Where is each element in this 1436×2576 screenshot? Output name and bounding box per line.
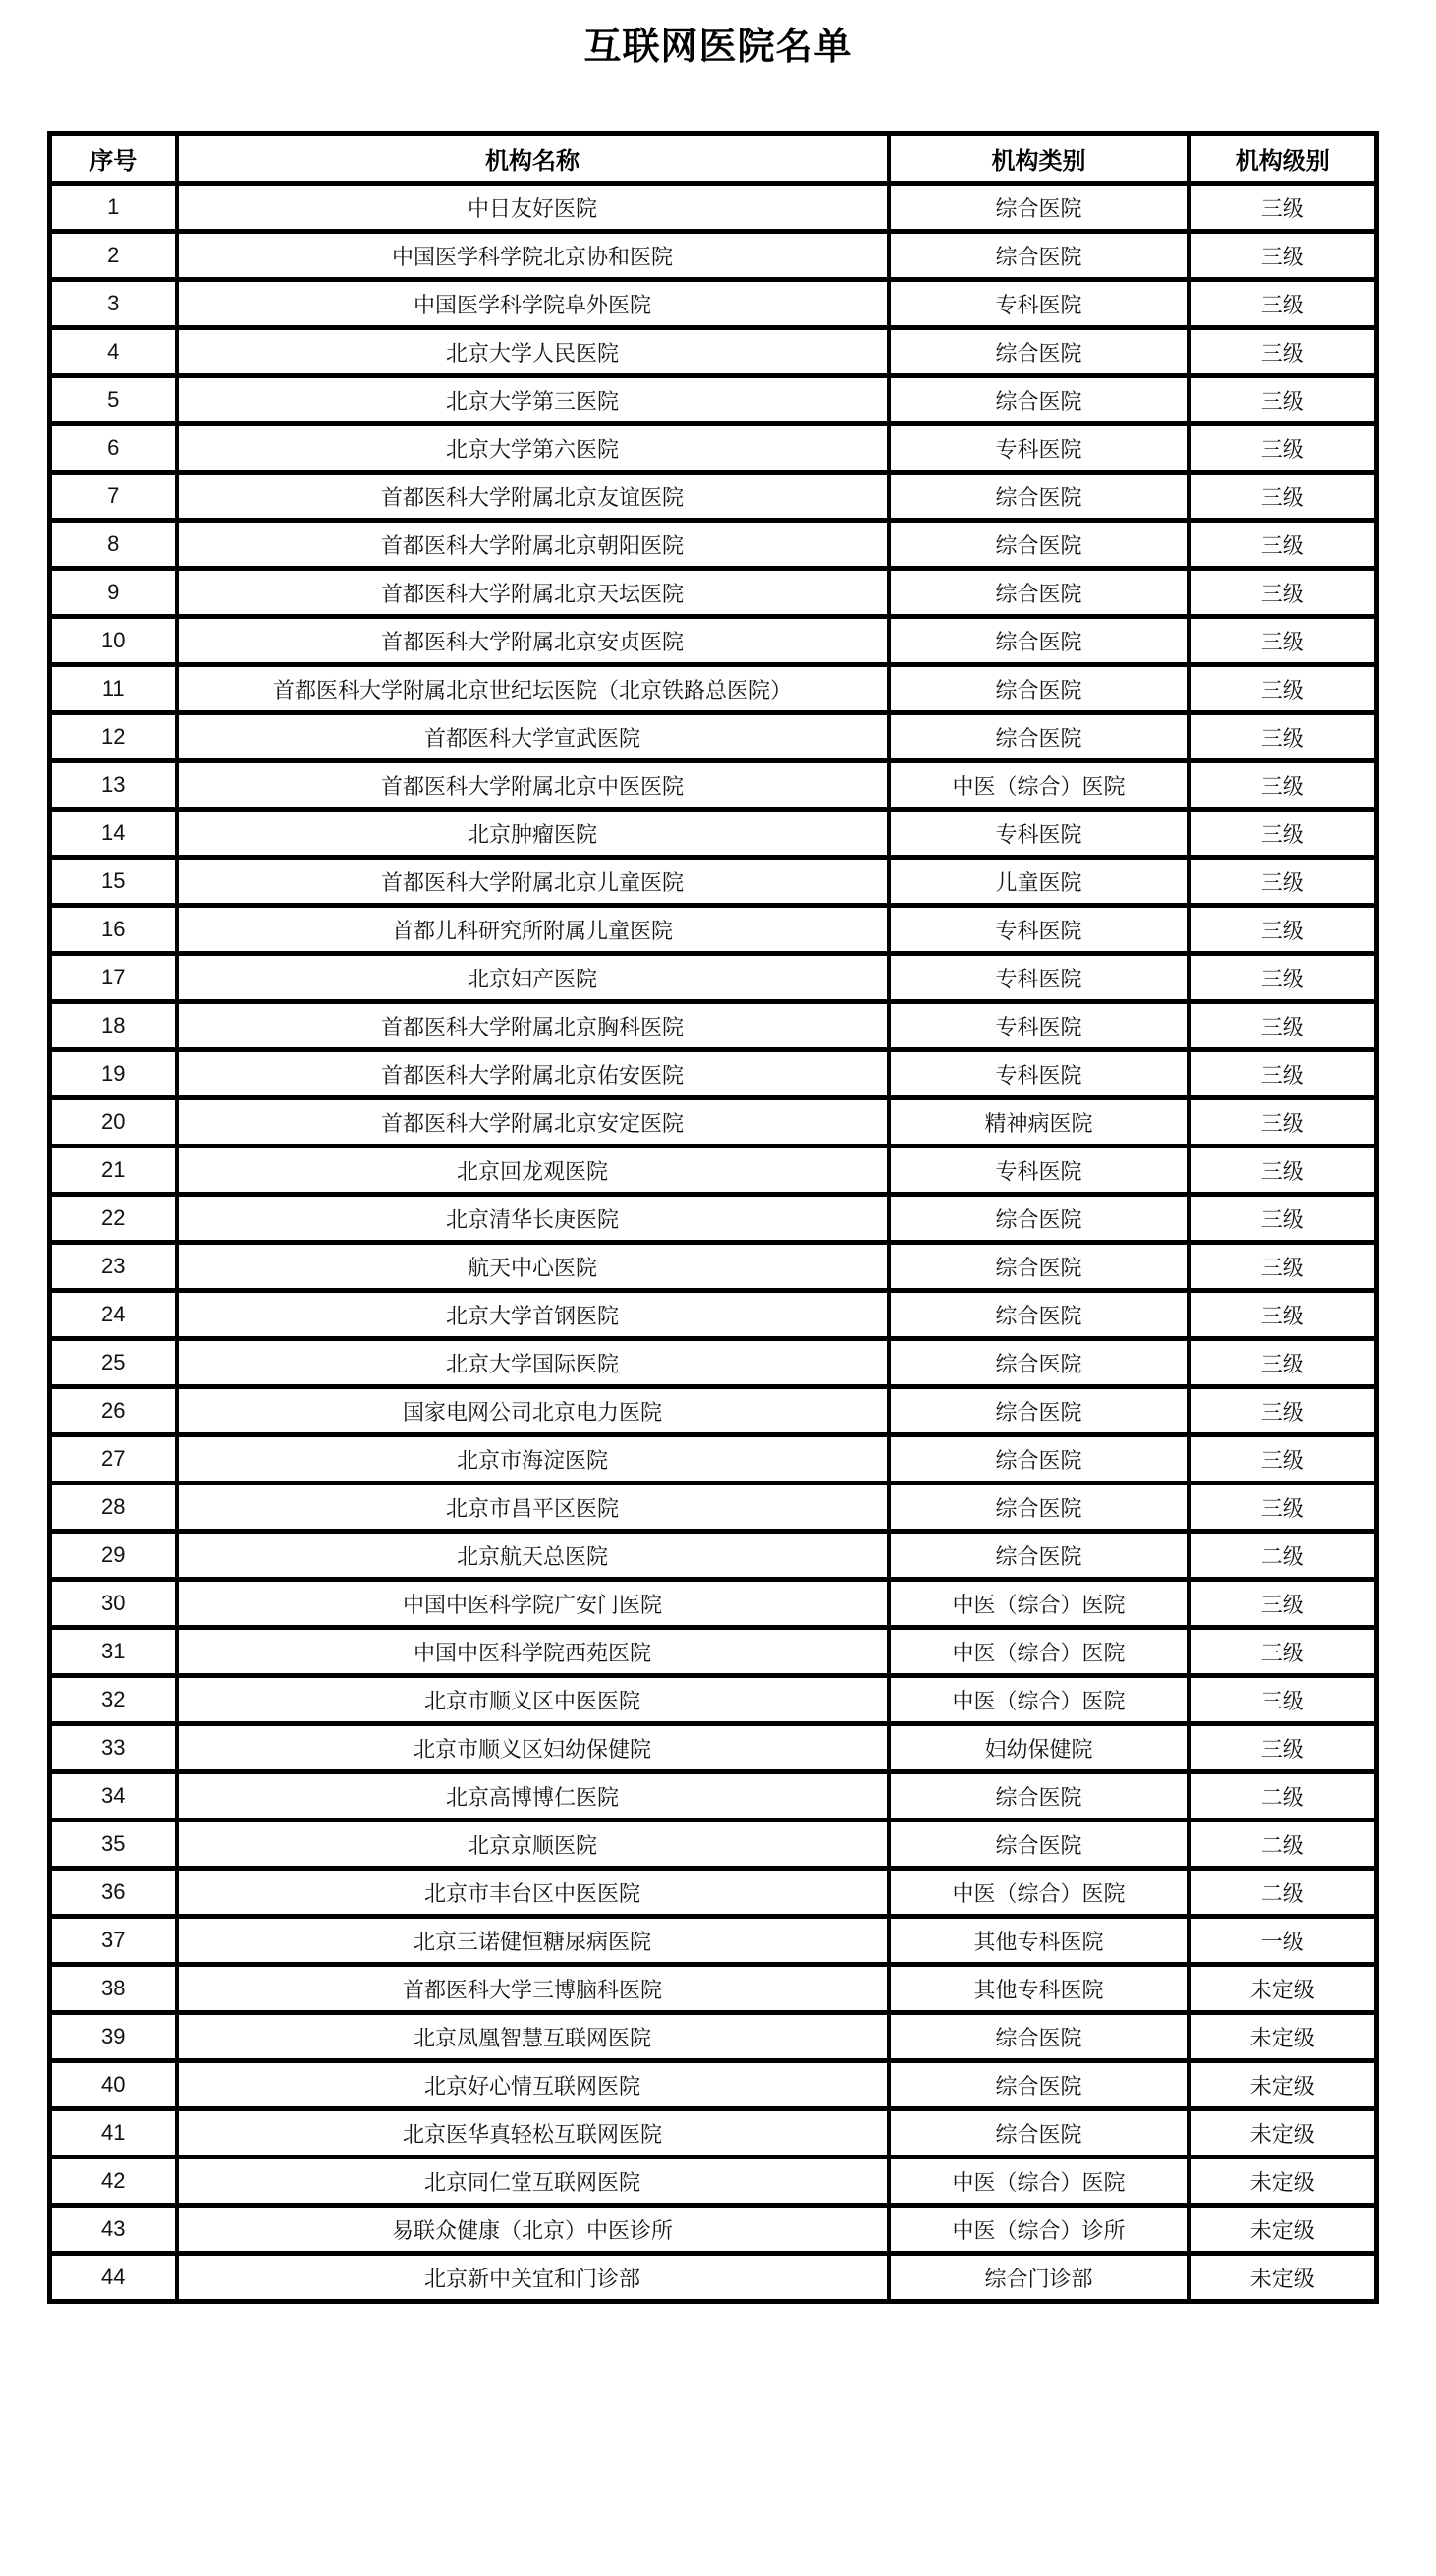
- cell-name: 北京市昌平区医院: [177, 1484, 889, 1532]
- table-row: [50, 1965, 1377, 2013]
- cell-index: 35: [50, 1820, 177, 1869]
- cell-index: 34: [50, 1772, 177, 1820]
- cell-category: 中医（综合）医院: [889, 1580, 1189, 1628]
- cell-level: 二级: [1189, 1532, 1377, 1580]
- cell-category: 其他专科医院: [889, 1917, 1189, 1965]
- table-row: [50, 184, 1377, 232]
- table-row: [50, 2157, 1377, 2206]
- cell-name: 北京大学首钢医院: [177, 1291, 889, 1339]
- cell-category: 专科医院: [889, 810, 1189, 858]
- cell-level: 三级: [1189, 713, 1377, 761]
- cell-index: 40: [50, 2061, 177, 2109]
- cell-category: 综合医院: [889, 1820, 1189, 1869]
- cell-category: 综合医院: [889, 665, 1189, 713]
- cell-name: 北京凤凰智慧互联网医院: [177, 2013, 889, 2061]
- cell-level: 三级: [1189, 1339, 1377, 1387]
- table-row: [50, 1002, 1377, 1050]
- table-row: [50, 1050, 1377, 1098]
- table-row: [50, 1820, 1377, 1869]
- cell-name: 北京新中关宜和门诊部: [177, 2254, 889, 2302]
- cell-index: 3: [50, 280, 177, 328]
- table-row: [50, 761, 1377, 810]
- cell-level: 三级: [1189, 569, 1377, 617]
- cell-level: 一级: [1189, 1917, 1377, 1965]
- cell-name: 首都医科大学三博脑科医院: [177, 1965, 889, 2013]
- cell-name: 中国医学科学院北京协和医院: [177, 232, 889, 280]
- cell-name: 中国医学科学院阜外医院: [177, 280, 889, 328]
- cell-level: 三级: [1189, 1147, 1377, 1195]
- cell-index: 37: [50, 1917, 177, 1965]
- cell-level: 三级: [1189, 1291, 1377, 1339]
- table-row: [50, 2109, 1377, 2157]
- cell-category: 中医（综合）医院: [889, 1628, 1189, 1676]
- cell-name: 首都医科大学附属北京朝阳医院: [177, 521, 889, 569]
- cell-name: 北京三诺健恒糖尿病医院: [177, 1917, 889, 1965]
- cell-index: 7: [50, 473, 177, 521]
- table-row: [50, 2013, 1377, 2061]
- cell-name: 国家电网公司北京电力医院: [177, 1387, 889, 1435]
- cell-index: 12: [50, 713, 177, 761]
- cell-category: 综合医院: [889, 232, 1189, 280]
- cell-index: 6: [50, 424, 177, 473]
- cell-category: 综合医院: [889, 1291, 1189, 1339]
- cell-level: 三级: [1189, 1002, 1377, 1050]
- cell-level: 未定级: [1189, 2206, 1377, 2254]
- cell-name: 北京同仁堂互联网医院: [177, 2157, 889, 2206]
- cell-name: 中日友好医院: [177, 184, 889, 232]
- table-row: [50, 713, 1377, 761]
- cell-name: 北京大学第三医院: [177, 376, 889, 424]
- cell-level: 三级: [1189, 617, 1377, 665]
- cell-level: 未定级: [1189, 2157, 1377, 2206]
- cell-name: 北京妇产医院: [177, 954, 889, 1002]
- col-header-index: 序号: [50, 134, 177, 184]
- cell-index: 44: [50, 2254, 177, 2302]
- cell-name: 北京市海淀医院: [177, 1435, 889, 1484]
- table-row: [50, 1291, 1377, 1339]
- table-row: [50, 2206, 1377, 2254]
- cell-name: 易联众健康（北京）中医诊所: [177, 2206, 889, 2254]
- cell-level: 三级: [1189, 954, 1377, 1002]
- col-header-name: 机构名称: [177, 134, 889, 184]
- table-row: [50, 617, 1377, 665]
- table-row: [50, 1869, 1377, 1917]
- table-row: [50, 1580, 1377, 1628]
- table-row: [50, 1147, 1377, 1195]
- cell-name: 首都儿科研究所附属儿童医院: [177, 906, 889, 954]
- cell-name: 首都医科大学附属北京佑安医院: [177, 1050, 889, 1098]
- table-row: [50, 1098, 1377, 1147]
- cell-category: 综合医院: [889, 376, 1189, 424]
- cell-category: 综合医院: [889, 1484, 1189, 1532]
- table-row: [50, 232, 1377, 280]
- cell-level: 三级: [1189, 1676, 1377, 1724]
- table-row: [50, 328, 1377, 376]
- cell-level: 三级: [1189, 521, 1377, 569]
- cell-index: 26: [50, 1387, 177, 1435]
- cell-level: 三级: [1189, 1628, 1377, 1676]
- table-row: [50, 521, 1377, 569]
- cell-level: 三级: [1189, 810, 1377, 858]
- cell-name: 北京市丰台区中医医院: [177, 1869, 889, 1917]
- col-header-category: 机构类别: [889, 134, 1189, 184]
- cell-name: 北京清华长庚医院: [177, 1195, 889, 1243]
- cell-category: 专科医院: [889, 954, 1189, 1002]
- cell-level: 三级: [1189, 1484, 1377, 1532]
- cell-level: 二级: [1189, 1869, 1377, 1917]
- table-row: [50, 906, 1377, 954]
- cell-name: 北京医华真轻松互联网医院: [177, 2109, 889, 2157]
- cell-name: 北京大学人民医院: [177, 328, 889, 376]
- table-body: [50, 184, 1377, 2302]
- cell-level: 二级: [1189, 1772, 1377, 1820]
- cell-name: 北京航天总医院: [177, 1532, 889, 1580]
- cell-level: 三级: [1189, 1724, 1377, 1772]
- cell-category: 综合医院: [889, 2061, 1189, 2109]
- cell-level: 三级: [1189, 858, 1377, 906]
- cell-index: 39: [50, 2013, 177, 2061]
- cell-index: 25: [50, 1339, 177, 1387]
- cell-index: 24: [50, 1291, 177, 1339]
- cell-category: 综合医院: [889, 328, 1189, 376]
- cell-level: 未定级: [1189, 1965, 1377, 2013]
- cell-level: 未定级: [1189, 2061, 1377, 2109]
- cell-category: 综合医院: [889, 1243, 1189, 1291]
- cell-level: 三级: [1189, 1387, 1377, 1435]
- cell-category: 综合医院: [889, 521, 1189, 569]
- cell-index: 16: [50, 906, 177, 954]
- cell-category: 专科医院: [889, 1050, 1189, 1098]
- cell-category: 儿童医院: [889, 858, 1189, 906]
- cell-name: 北京回龙观医院: [177, 1147, 889, 1195]
- cell-category: 专科医院: [889, 424, 1189, 473]
- cell-name: 首都医科大学附属北京儿童医院: [177, 858, 889, 906]
- cell-index: 18: [50, 1002, 177, 1050]
- cell-index: 42: [50, 2157, 177, 2206]
- cell-name: 北京肿瘤医院: [177, 810, 889, 858]
- cell-category: 综合门诊部: [889, 2254, 1189, 2302]
- table-row: [50, 1484, 1377, 1532]
- page-title: 互联网医院名单: [583, 27, 853, 68]
- cell-name: 首都医科大学附属北京安贞医院: [177, 617, 889, 665]
- cell-category: 中医（综合）医院: [889, 1676, 1189, 1724]
- table-row: [50, 1724, 1377, 1772]
- cell-category: 综合医院: [889, 1435, 1189, 1484]
- cell-level: 未定级: [1189, 2109, 1377, 2157]
- cell-index: 11: [50, 665, 177, 713]
- cell-index: 9: [50, 569, 177, 617]
- cell-category: 妇幼保健院: [889, 1724, 1189, 1772]
- header-row: [50, 134, 1377, 184]
- cell-level: 三级: [1189, 1580, 1377, 1628]
- cell-index: 33: [50, 1724, 177, 1772]
- cell-category: 综合医院: [889, 184, 1189, 232]
- cell-name: 北京市顺义区中医医院: [177, 1676, 889, 1724]
- cell-category: 综合医院: [889, 2013, 1189, 2061]
- cell-level: 未定级: [1189, 2254, 1377, 2302]
- cell-index: 8: [50, 521, 177, 569]
- table-row: [50, 569, 1377, 617]
- table-row: [50, 424, 1377, 473]
- cell-index: 43: [50, 2206, 177, 2254]
- cell-level: 未定级: [1189, 2013, 1377, 2061]
- cell-name: 北京高博博仁医院: [177, 1772, 889, 1820]
- cell-index: 10: [50, 617, 177, 665]
- cell-name: 北京市顺义区妇幼保健院: [177, 1724, 889, 1772]
- table-row: [50, 858, 1377, 906]
- cell-level: 三级: [1189, 376, 1377, 424]
- table-row: [50, 1676, 1377, 1724]
- cell-category: 综合医院: [889, 713, 1189, 761]
- table-row: [50, 1772, 1377, 1820]
- cell-name: 中国中医科学院西苑医院: [177, 1628, 889, 1676]
- cell-level: 三级: [1189, 328, 1377, 376]
- cell-category: 综合医院: [889, 569, 1189, 617]
- cell-index: 29: [50, 1532, 177, 1580]
- cell-index: 21: [50, 1147, 177, 1195]
- cell-name: 首都医科大学附属北京天坛医院: [177, 569, 889, 617]
- cell-index: 17: [50, 954, 177, 1002]
- cell-index: 23: [50, 1243, 177, 1291]
- cell-name: 航天中心医院: [177, 1243, 889, 1291]
- cell-index: 2: [50, 232, 177, 280]
- table-row: [50, 473, 1377, 521]
- table-row: [50, 280, 1377, 328]
- cell-index: 30: [50, 1580, 177, 1628]
- cell-name: 北京大学第六医院: [177, 424, 889, 473]
- table-row: [50, 1628, 1377, 1676]
- table-row: [50, 2254, 1377, 2302]
- table-row: [50, 1339, 1377, 1387]
- cell-name: 首都医科大学附属北京中医医院: [177, 761, 889, 810]
- table-row: [50, 810, 1377, 858]
- table-row: [50, 1243, 1377, 1291]
- cell-index: 36: [50, 1869, 177, 1917]
- cell-name: 北京大学国际医院: [177, 1339, 889, 1387]
- cell-name: 北京京顺医院: [177, 1820, 889, 1869]
- table-row: [50, 1917, 1377, 1965]
- cell-category: 综合医院: [889, 1339, 1189, 1387]
- cell-category: 中医（综合）诊所: [889, 2206, 1189, 2254]
- cell-category: 精神病医院: [889, 1098, 1189, 1147]
- cell-level: 二级: [1189, 1820, 1377, 1869]
- cell-level: 三级: [1189, 761, 1377, 810]
- cell-category: 中医（综合）医院: [889, 2157, 1189, 2206]
- cell-category: 综合医院: [889, 2109, 1189, 2157]
- cell-index: 15: [50, 858, 177, 906]
- cell-category: 专科医院: [889, 280, 1189, 328]
- cell-index: 41: [50, 2109, 177, 2157]
- cell-name: 中国中医科学院广安门医院: [177, 1580, 889, 1628]
- cell-level: 三级: [1189, 473, 1377, 521]
- cell-category: 中医（综合）医院: [889, 761, 1189, 810]
- table-row: [50, 1532, 1377, 1580]
- cell-category: 综合医院: [889, 1772, 1189, 1820]
- cell-index: 14: [50, 810, 177, 858]
- table-row: [50, 954, 1377, 1002]
- cell-level: 三级: [1189, 1050, 1377, 1098]
- cell-category: 综合医院: [889, 1387, 1189, 1435]
- table-header: [50, 134, 1377, 184]
- cell-level: 三级: [1189, 232, 1377, 280]
- cell-name: 北京好心情互联网医院: [177, 2061, 889, 2109]
- cell-category: 中医（综合）医院: [889, 1869, 1189, 1917]
- cell-index: 27: [50, 1435, 177, 1484]
- table-row: [50, 1435, 1377, 1484]
- table-row: [50, 376, 1377, 424]
- cell-category: 专科医院: [889, 1002, 1189, 1050]
- cell-index: 1: [50, 184, 177, 232]
- cell-category: 专科医院: [889, 906, 1189, 954]
- cell-level: 三级: [1189, 280, 1377, 328]
- cell-level: 三级: [1189, 424, 1377, 473]
- table-row: [50, 665, 1377, 713]
- cell-level: 三级: [1189, 1435, 1377, 1484]
- cell-name: 首都医科大学附属北京胸科医院: [177, 1002, 889, 1050]
- cell-name: 首都医科大学附属北京安定医院: [177, 1098, 889, 1147]
- cell-name: 首都医科大学附属北京世纪坛医院（北京铁路总医院）: [177, 665, 889, 713]
- cell-index: 20: [50, 1098, 177, 1147]
- cell-level: 三级: [1189, 1098, 1377, 1147]
- cell-index: 4: [50, 328, 177, 376]
- cell-name: 首都医科大学附属北京友谊医院: [177, 473, 889, 521]
- cell-level: 三级: [1189, 184, 1377, 232]
- col-header-level: 机构级别: [1189, 134, 1377, 184]
- cell-category: 综合医院: [889, 1195, 1189, 1243]
- cell-level: 三级: [1189, 906, 1377, 954]
- cell-index: 5: [50, 376, 177, 424]
- cell-category: 其他专科医院: [889, 1965, 1189, 2013]
- cell-index: 22: [50, 1195, 177, 1243]
- cell-index: 13: [50, 761, 177, 810]
- cell-index: 32: [50, 1676, 177, 1724]
- table-row: [50, 1195, 1377, 1243]
- cell-index: 38: [50, 1965, 177, 2013]
- cell-level: 三级: [1189, 1195, 1377, 1243]
- cell-category: 综合医院: [889, 1532, 1189, 1580]
- cell-index: 28: [50, 1484, 177, 1532]
- cell-category: 综合医院: [889, 617, 1189, 665]
- cell-name: 首都医科大学宣武医院: [177, 713, 889, 761]
- cell-category: 综合医院: [889, 473, 1189, 521]
- cell-level: 三级: [1189, 1243, 1377, 1291]
- hospital-table: [47, 131, 1379, 2304]
- cell-index: 19: [50, 1050, 177, 1098]
- cell-level: 三级: [1189, 665, 1377, 713]
- cell-category: 专科医院: [889, 1147, 1189, 1195]
- table-row: [50, 2061, 1377, 2109]
- table-row: [50, 1387, 1377, 1435]
- cell-index: 31: [50, 1628, 177, 1676]
